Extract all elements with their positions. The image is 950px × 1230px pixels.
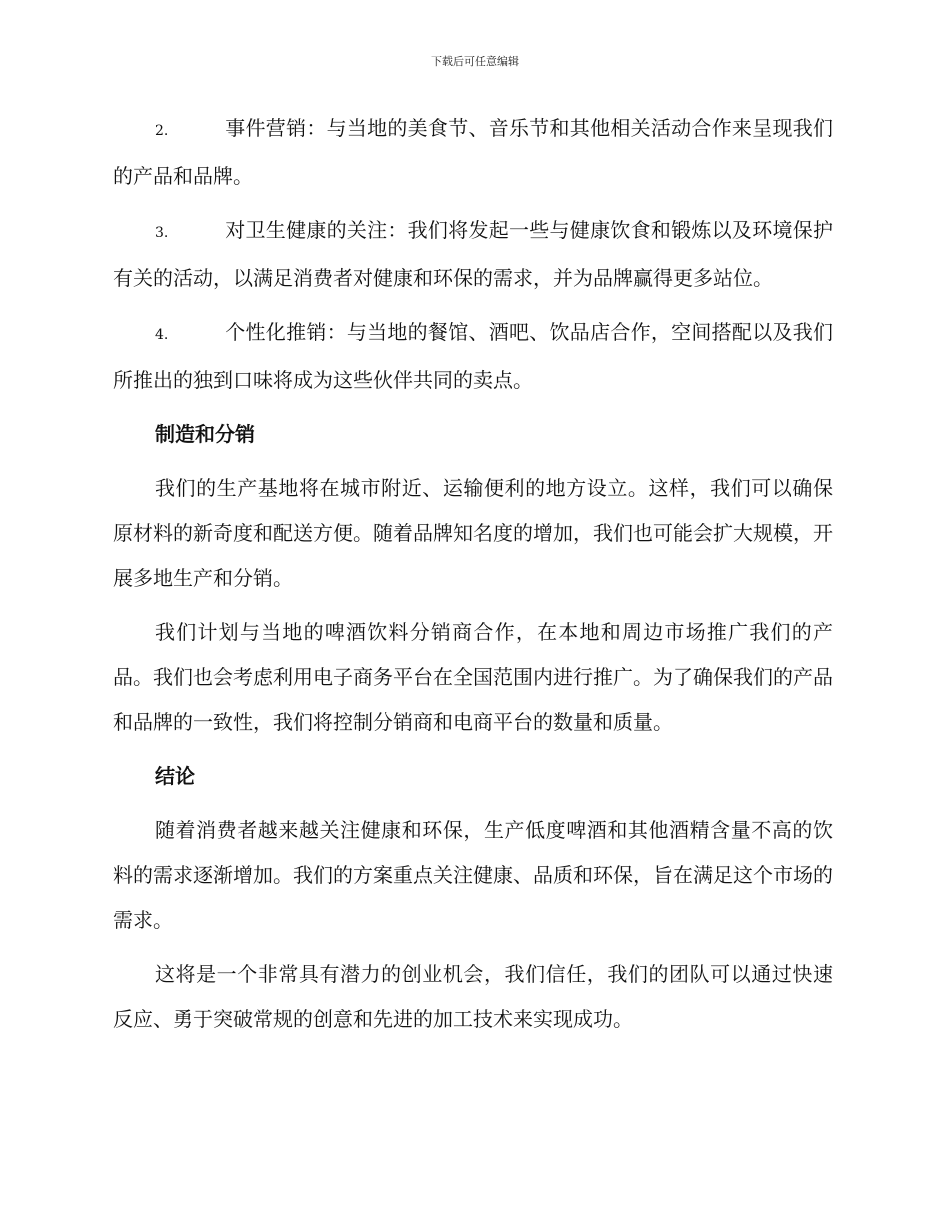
list-item-number: 2. (155, 123, 169, 139)
paragraph: 我们的生产基地将在城市附近、运输便利的地方设立。这样，我们可以确保原材料的新奇度和配送方便。随着品牌知名度的增加，我们也可能会扩大规模，开展多地生产和分销。 (113, 476, 833, 590)
list-item (113, 208, 833, 301)
paragraph: 我们计划与当地的啤酒饮料分销商合作，在本地和周边市场推广我们的产品。我们也会考虑利用电子商务平台在全国范围内进行推广。为了确保我们的产品和品牌的一致性，我们将控制分销商和电商平台的数量和质量。 (113, 620, 833, 734)
list-item-text: 个性化推销：与当地的餐馆、酒吧、饮品店合作，空间搭配以及我们所推出的独到口味将成为这些伙伴共同的卖点。 (113, 320, 833, 392)
section-heading-manufacturing: 制造和分销 (155, 422, 255, 446)
list-item-text: 对卫生健康的关注：我们将发起一些与健康饮食和锻炼以及环境保护有关的活动，以满足消费者对健康和环保的需求，并为品牌赢得更多站位。 (113, 218, 833, 290)
document-body (113, 106, 833, 1051)
list-item-text: 事件营销：与当地的美食节、音乐节和其他相关活动合作来呈现我们的产品和品牌。 (113, 116, 833, 188)
list-item (113, 106, 833, 199)
list-item-number: 4. (155, 327, 169, 343)
section-heading-conclusion: 结论 (155, 764, 195, 788)
page-header-note: 下载后可任意编辑 (431, 55, 519, 68)
paragraph: 随着消费者越来越关注健康和环保，生产低度啤酒和其他酒精含量不高的饮料的需求逐渐增加。我们的方案重点关注健康、品质和环保，旨在满足这个市场的需求。 (113, 818, 833, 932)
paragraph: 这将是一个非常具有潜力的创业机会，我们信任，我们的团队可以通过快速反应、勇于突破常规的创意和先进的加工技术来实现成功。 (113, 962, 833, 1031)
list-item-number: 3. (155, 225, 169, 241)
list-item (113, 310, 833, 403)
